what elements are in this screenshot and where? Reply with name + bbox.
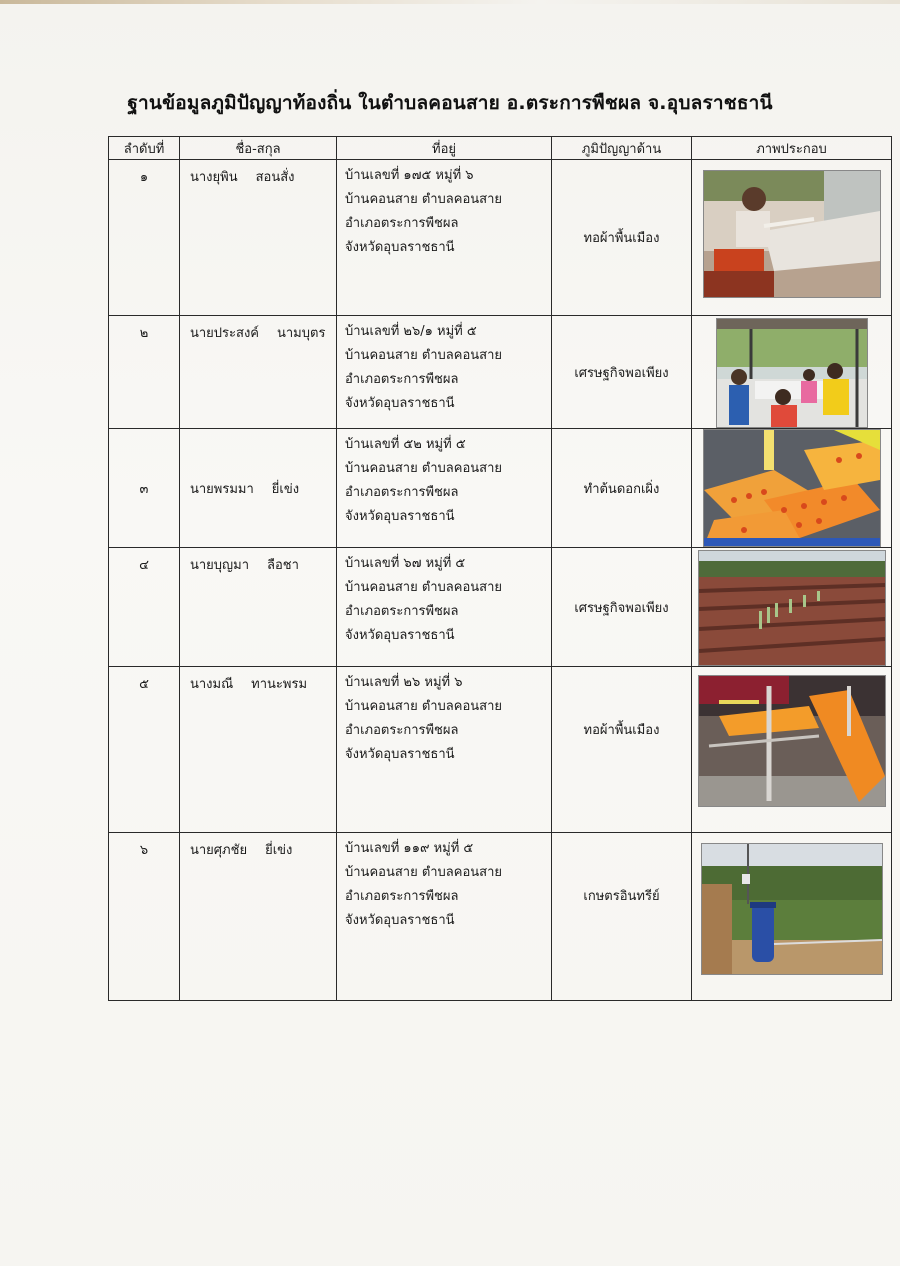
photo-paper-flowers bbox=[703, 429, 881, 547]
header-wisdom: ภูมิปัญญาด้าน bbox=[552, 137, 692, 160]
row-wisdom: ทอผ้าพื้นเมือง bbox=[583, 231, 660, 246]
header-name: ชื่อ-สกุล bbox=[180, 137, 337, 160]
row-wisdom: ทอผ้าพื้นเมือง bbox=[583, 723, 660, 738]
table-row bbox=[109, 160, 892, 316]
row-name: นายพรมมา ยี่เข่ง bbox=[190, 481, 300, 497]
header-no: ลำดับที่ bbox=[109, 137, 180, 160]
row-address: บ้านเลขที่ ๕๒ หมู่ที่ ๕ บ้านคอนสาย ตำบลคอนสาย อำเภอตระการพืชผล จังหวัดอุบลราชธานี bbox=[345, 437, 503, 524]
row-name: นางยุพิน สอนสั่ง bbox=[190, 170, 295, 185]
scan-edge bbox=[0, 0, 900, 4]
row-number: ๑ bbox=[139, 170, 149, 185]
header-address: ที่อยู่ bbox=[337, 137, 552, 160]
photo-weaving-2 bbox=[698, 675, 886, 807]
row-number: ๖ bbox=[139, 843, 149, 858]
table-row bbox=[109, 316, 892, 429]
row-wisdom: เศรษฐกิจพอเพียง bbox=[574, 600, 669, 616]
row-number: ๒ bbox=[139, 326, 149, 341]
photo-weaving-1 bbox=[703, 170, 881, 298]
row-name: นางมณี ทานะพรม bbox=[190, 677, 308, 692]
header-picture: ภาพประกอบ bbox=[692, 137, 892, 160]
row-address: บ้านเลขที่ ๑๗๕ หมู่ที่ ๖ บ้านคอนสาย ตำบลคอนสาย อำเภอตระการพืชผล จังหวัดอุบลราชธานี bbox=[345, 168, 503, 255]
wisdom-table bbox=[108, 136, 892, 1001]
page-title: ฐานข้อมูลภูมิปัญญาท้องถิ่น ในตำบลคอนสาย อ.ตระการพืชผล จ.อุบลราชธานี bbox=[127, 92, 773, 114]
photo-sufficiency-meeting bbox=[716, 318, 868, 428]
row-wisdom: เศรษฐกิจพอเพียง bbox=[574, 365, 669, 381]
table-row bbox=[109, 548, 892, 667]
row-address: บ้านเลขที่ ๒๖ หมู่ที่ ๖ บ้านคอนสาย ตำบลคอนสาย อำเภอตระการพืชผล จังหวัดอุบลราชธานี bbox=[345, 675, 503, 762]
photo-farm-field bbox=[698, 550, 886, 666]
table-row bbox=[109, 667, 892, 833]
table-row bbox=[109, 833, 892, 1001]
row-number: ๕ bbox=[139, 677, 149, 692]
row-name: นายประสงค์ นามบุตร bbox=[190, 326, 326, 341]
row-address: บ้านเลขที่ ๖๗ หมู่ที่ ๕ บ้านคอนสาย ตำบลคอนสาย อำเภอตระการพืชผล จังหวัดอุบลราชธานี bbox=[345, 556, 503, 643]
row-number: ๓ bbox=[139, 481, 149, 497]
table-header-row bbox=[109, 137, 892, 160]
photo-organic-farm bbox=[701, 843, 883, 975]
row-number: ๔ bbox=[139, 558, 149, 573]
row-name: นายบุญมา ลือชา bbox=[190, 558, 299, 573]
row-wisdom: ทำต้นดอกเผิ่ง bbox=[583, 481, 660, 497]
table-row bbox=[109, 429, 892, 548]
row-address: บ้านเลขที่ ๒๖/๑ หมู่ที่ ๕ บ้านคอนสาย ตำบลคอนสาย อำเภอตระการพืชผล จังหวัดอุบลราชธานี bbox=[345, 324, 503, 411]
row-wisdom: เกษตรอินทรีย์ bbox=[583, 889, 660, 904]
row-name: นายศุภชัย ยี่เข่ง bbox=[190, 843, 293, 858]
row-address: บ้านเลขที่ ๑๑๙ หมู่ที่ ๕ บ้านคอนสาย ตำบลคอนสาย อำเภอตระการพืชผล จังหวัดอุบลราชธานี bbox=[345, 841, 503, 928]
